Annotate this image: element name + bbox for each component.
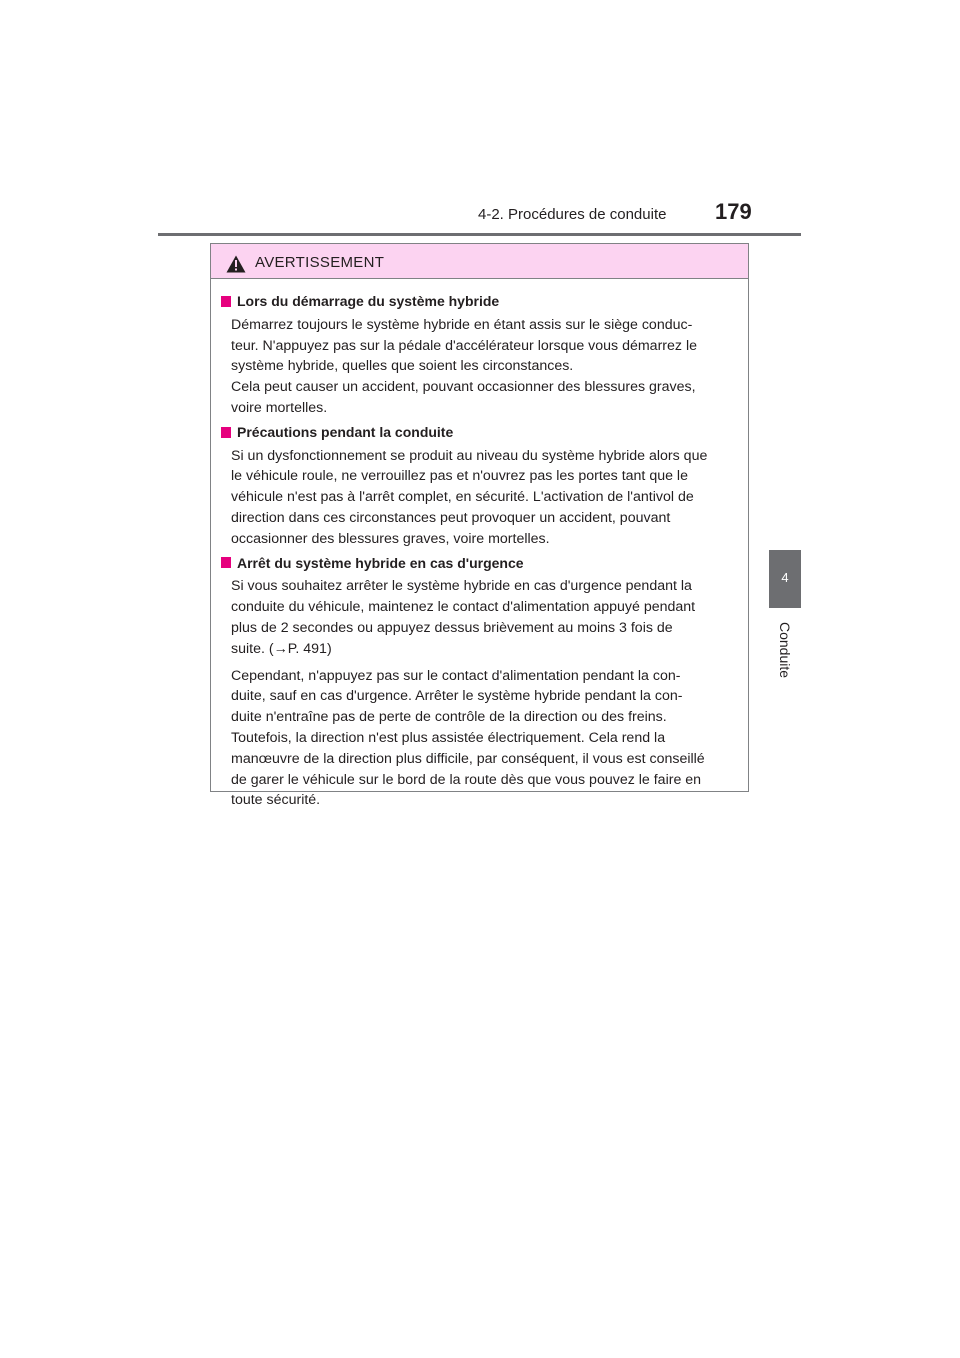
warning-body [211,279,748,811]
section-paragraph: Cependant, n'appuyez pas sur le contact d'alimentation pendant la con- duite, sauf en cas d'urgence. Arrêter le système hybride pendant la con- duite n'entraîne pas de perte de contrôle de la direction ou des freins. Toutefois, la direction n'est plus assistée électriquement. Cela rend la manœuvre de la direction plus difficile, par conséquent, il vous est conseillé de garer le véhicule sur le bord de la route dès que vous pouvez le faire en toute sécurité. [231,667,705,809]
warning-section-startup [221,291,738,419]
warning-section-driving-precautions [221,422,738,550]
warning-box [210,243,749,809]
warning-section-emergency-stop [221,553,738,812]
square-bullet-icon [221,296,231,307]
warning-triangle-icon [226,255,246,273]
section-paragraph: Si vous souhaitez arrêter le système hybride en cas d'urgence pendant la conduite du véhicule, maintenez le contact d'alimentation appuyé pendant plus de 2 secondes ou appuyez dessus brièvement au moins 3 fois de suite. (→P. 491) [231,578,696,657]
page-number: 179 [715,199,752,224]
chapter-label: Conduite [777,621,793,679]
section-heading-text: Précautions pendant la conduite [237,423,454,440]
section-heading [221,422,738,443]
warning-header [211,244,748,279]
section-heading-text: Arrêt du système hybride en cas d'urgence [237,554,524,571]
section-title: 4-2. Procédures de conduite [478,206,667,223]
section-heading [221,553,738,574]
chapter-tab[interactable] [769,550,801,608]
square-bullet-icon [221,557,231,568]
section-paragraph: Si un dysfonctionnement se produit au niveau du système hybride alors que le véhicule roule, ne verrouillez pas et n'ouvrez pas les portes tant que le véhicule n'est pas à l'arrêt complet, en sécurité. L'activation de l'antivol de direction dans ces circonstances peut provoquer un accident, pouvant occasionner des blessures graves, voire mortelles. [231,447,708,547]
chapter-number: 4 [781,570,789,585]
section-heading-text: Lors du démarrage du système hybride [237,293,500,309]
section-heading [221,291,738,312]
square-bullet-icon [221,427,231,438]
warning-title: AVERTISSEMENT [255,254,385,271]
header-divider [158,233,801,236]
section-paragraph: Démarrez toujours le système hybride en étant assis sur le siège conduc- teur. N'appuyez pas sur la pédale d'accélérateur lorsque vous démarrez le système hybride, quelles que soient les circonstances. Cela peut causer un accident, pouvant occasionner des blessures graves, voire mortelles. [231,316,697,416]
